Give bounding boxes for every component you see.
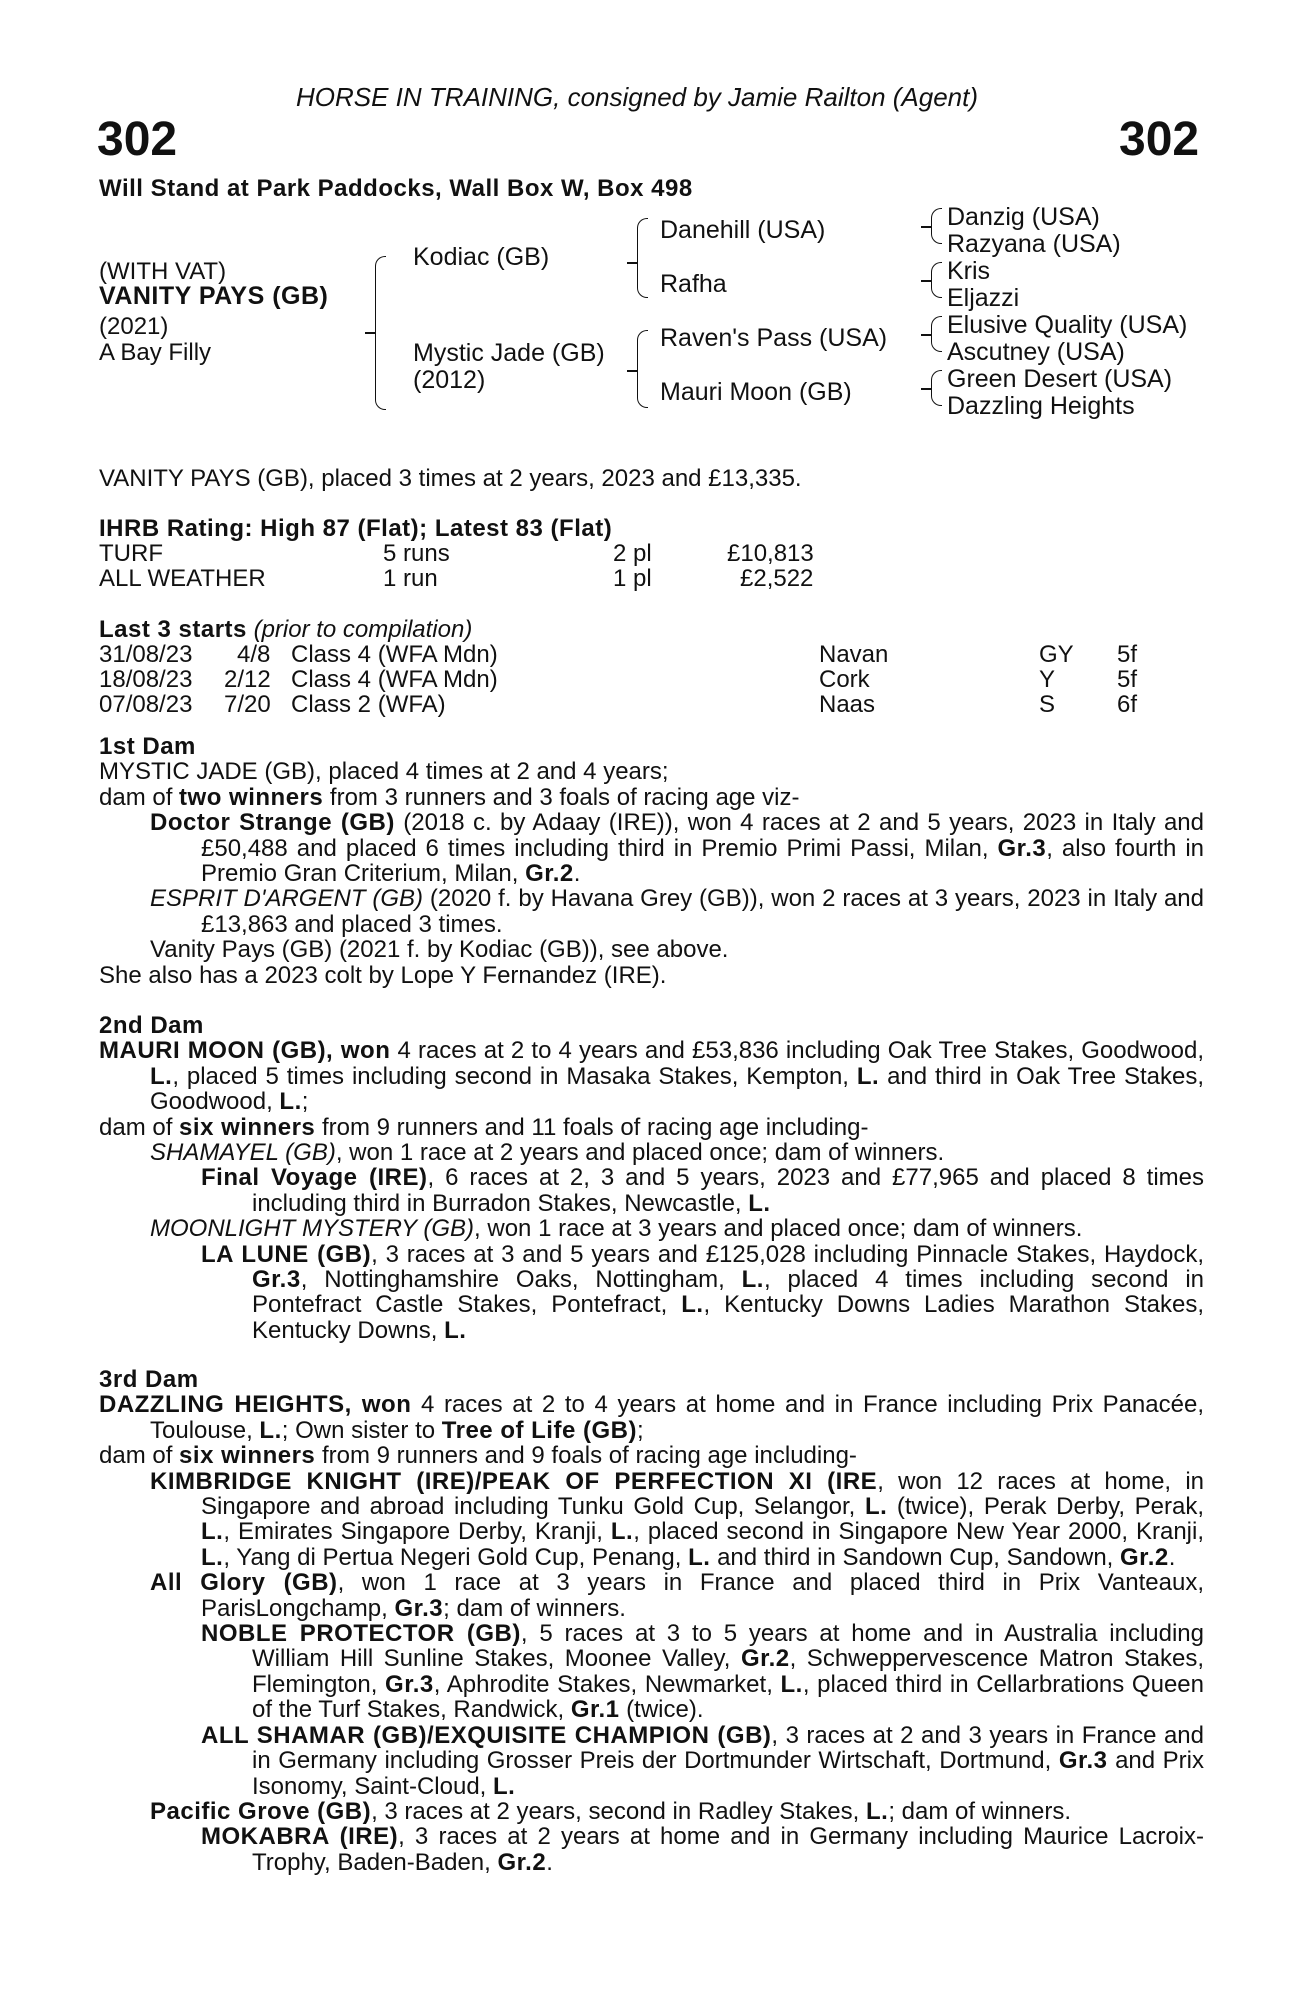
rating-placed: 2 pl bbox=[613, 540, 652, 567]
pedigree-g4-7: Green Desert (USA) bbox=[947, 365, 1173, 393]
start-going: Y bbox=[1039, 666, 1056, 693]
pedigree-sire-dam: Rafha bbox=[660, 270, 727, 298]
offspring-entry: ESPRIT D'ARGENT (GB) (2020 f. by Havana Grey (GB)), won 2 races at 3 years, 2023 in Italy and £13,863 and placed 3 times. bbox=[150, 885, 1204, 938]
lot-number-right: 302 bbox=[1119, 113, 1200, 166]
horse-vat: (WITH VAT) bbox=[99, 258, 227, 285]
offspring-entry: KIMBRIDGE KNIGHT (IRE)/PEAK OF PERFECTION XI (IRE, won 12 races at home, in Singapore and abroad including Tunku Gold Cup, Selangor, L. (twice), Perak Derby, Perak, L., Emirates Singapore Derby, Kranji, L., placed second in Singapore New Year 2000, Kranji, L., Yang di Pertua Negeri Gold Cup, Penang, L. and third in Sandown Cup, Sandown, Gr.2. bbox=[150, 1467, 1205, 1571]
start-dist: 6f bbox=[1117, 691, 1138, 718]
pedigree-dam-sire: Raven's Pass (USA) bbox=[660, 324, 888, 352]
lot-number-left: 302 bbox=[97, 113, 178, 166]
third-dam-name: DAZZLING HEIGHTS, won bbox=[99, 1391, 412, 1419]
starts-title bbox=[99, 617, 472, 642]
pedigree-g4-5: Elusive Quality (USA) bbox=[947, 311, 1188, 339]
pedigree-g4-8: Dazzling Heights bbox=[947, 392, 1135, 420]
starts-title-bold: Last 3 starts bbox=[99, 616, 247, 643]
horse-description: A Bay Filly bbox=[99, 339, 212, 366]
offspring-name: ESPRIT D'ARGENT (GB) bbox=[150, 885, 424, 913]
start-race: Class 4 (WFA Mdn) bbox=[291, 666, 498, 693]
start-date: 31/08/23 bbox=[99, 641, 193, 668]
rating-title: IHRB Rating: High 87 (Flat); Latest 83 (Flat) bbox=[99, 515, 613, 542]
start-course: Navan bbox=[819, 641, 889, 668]
first-dam-note: She also has a 2023 colt by Lope Y Fernandez (IRE). bbox=[99, 961, 667, 989]
start-date: 18/08/23 bbox=[99, 666, 193, 693]
summary-line: VANITY PAYS (GB), placed 3 times at 2 years, 2023 and £13,335. bbox=[99, 465, 802, 492]
start-date: 07/08/23 bbox=[99, 691, 193, 718]
offspring-name: Final Voyage (IRE) bbox=[201, 1164, 428, 1192]
second-dam-name: MAURI MOON (GB), won bbox=[99, 1037, 391, 1065]
pedigree-g4-3: Kris bbox=[947, 257, 991, 285]
offspring-name: KIMBRIDGE KNIGHT (IRE)/PEAK OF PERFECTION XI (IRE bbox=[150, 1467, 878, 1495]
horse-year: (2021) bbox=[99, 313, 169, 340]
starts-title-note: (prior to compilation) bbox=[253, 616, 473, 643]
second-dam-section bbox=[99, 1013, 1204, 1343]
offspring-entry: Vanity Pays (GB) (2021 f. by Kodiac (GB)), see above. bbox=[150, 936, 729, 964]
offspring-name: LA LUNE (GB) bbox=[201, 1240, 372, 1268]
offspring-entry: NOBLE PROTECTOR (GB), 5 races at 3 to 5 years at home and in Australia including William Hill Sunline Stakes, Moonee Valley, Gr.2, Schweppervescence Matron Stakes, Flemington, Gr.3, Aphrodite Stakes, Newmarket, L., placed third in Cellarbrations Queen of the Turf Stakes, Randwick, Gr.1 (twice). bbox=[201, 1620, 1205, 1724]
offspring-entry: ALL SHAMAR (GB)/EXQUISITE CHAMPION (GB), 3 races at 2 and 3 years in France and in Germany including Grosser Preis der Dortmunder Wirtschaft, Dortmund, Gr.3 and Prix Isonomy, Saint-Cloud, L. bbox=[201, 1721, 1204, 1800]
rating-earnings: £10,813 bbox=[727, 540, 814, 567]
start-race: Class 2 (WFA) bbox=[291, 691, 446, 718]
first-dam-heading: 1st Dam bbox=[99, 733, 196, 760]
second-dam-heading: 2nd Dam bbox=[99, 1012, 204, 1039]
start-pos: 7/20 bbox=[224, 691, 271, 718]
offspring-entry: Final Voyage (IRE), 6 races at 2, 3 and 5 years, 2023 and £77,965 and placed 8 times including third in Burradon Stakes, Newcastle, L. bbox=[201, 1164, 1204, 1217]
offspring-name: MOONLIGHT MYSTERY (GB) bbox=[150, 1215, 475, 1243]
start-race: Class 4 (WFA Mdn) bbox=[291, 641, 498, 668]
offspring-entry: SHAMAYEL (GB), won 1 race at 2 years and placed once; dam of winners. bbox=[150, 1139, 945, 1167]
pedigree-dam-year: (2012) bbox=[413, 366, 486, 394]
horse-name: VANITY PAYS (GB) bbox=[99, 282, 329, 310]
offspring-name: MOKABRA (IRE) bbox=[201, 1823, 399, 1851]
offspring-name: ALL SHAMAR (GB)/EXQUISITE CHAMPION (GB) bbox=[201, 1721, 772, 1749]
pedigree-sire-sire: Danehill (USA) bbox=[660, 216, 826, 244]
start-going: GY bbox=[1039, 641, 1074, 668]
offspring-entry: MOONLIGHT MYSTERY (GB), won 1 race at 3 years and placed once; dam of winners. bbox=[150, 1215, 1083, 1243]
first-dam-produce: dam of two winners from 3 runners and 3 foals of racing age viz- bbox=[99, 783, 800, 811]
rating-surface: ALL WEATHER bbox=[99, 565, 266, 592]
offspring-name: SHAMAYEL (GB) bbox=[150, 1139, 336, 1167]
rating-runs: 5 runs bbox=[383, 540, 450, 567]
pedigree-sire: Kodiac (GB) bbox=[413, 243, 550, 271]
first-dam-section bbox=[99, 734, 1204, 988]
offspring-name: Doctor Strange (GB) bbox=[150, 809, 395, 837]
offspring-entry: All Glory (GB), won 1 race at 3 years in France and placed third in Prix Vanteaux, ParisLongchamp, Gr.3; dam of winners. bbox=[150, 1569, 1205, 1622]
pedigree-g4-2: Razyana (USA) bbox=[947, 230, 1121, 258]
offspring-entry: LA LUNE (GB), 3 races at 3 and 5 years and £125,028 including Pinnacle Stakes, Haydock, Gr.3, Nottinghamshire Oaks, Nottingham, L., placed 4 times including second in Pontefract Castle Stakes, Pontefract, L., Kentucky Downs Ladies Marathon Stakes, Kentucky Downs, L. bbox=[201, 1240, 1205, 1344]
second-dam-record: MAURI MOON (GB), won 4 races at 2 to 4 years and £53,836 including Oak Tree Stakes, Goodwood, L., placed 5 times including second in Masaka Stakes, Kempton, L. and third in Oak Tree Stakes, Goodwood, L.; bbox=[99, 1037, 1204, 1116]
rating-placed: 1 pl bbox=[613, 565, 652, 592]
offspring-entry: Doctor Strange (GB) (2018 c. by Adaay (IRE)), won 4 races at 2 and 5 years, 2023 in Italy and £50,488 and placed 6 times including third in Premio Primi Passi, Milan, Gr.3, also fourth in Premio Gran Criterium, Milan, Gr.2. bbox=[150, 809, 1205, 888]
start-pos: 4/8 bbox=[237, 641, 271, 668]
offspring-entry: Pacific Grove (GB), 3 races at 2 years, second in Radley Stakes, L.; dam of winners. bbox=[150, 1797, 1072, 1825]
start-course: Cork bbox=[819, 666, 870, 693]
third-dam-heading: 3rd Dam bbox=[99, 1366, 199, 1393]
stand-location: Will Stand at Park Paddocks, Wall Box W, Box 498 bbox=[99, 175, 693, 202]
start-course: Naas bbox=[819, 691, 876, 718]
pedigree-dam: Mystic Jade (GB) bbox=[413, 339, 605, 367]
rating-earnings: £2,522 bbox=[740, 565, 814, 592]
pedigree-g4-1: Danzig (USA) bbox=[947, 203, 1100, 231]
start-dist: 5f bbox=[1117, 666, 1138, 693]
first-dam-line: MYSTIC JADE (GB), placed 4 times at 2 and 4 years; bbox=[99, 758, 669, 786]
third-dam-produce: dam of six winners from 9 runners and 9 foals of racing age including- bbox=[99, 1442, 857, 1470]
pedigree-g4-6: Ascutney (USA) bbox=[947, 338, 1125, 366]
rating-surface: TURF bbox=[99, 540, 163, 567]
rating-runs: 1 run bbox=[383, 565, 438, 592]
start-going: S bbox=[1039, 691, 1056, 718]
offspring-name: All Glory (GB) bbox=[150, 1569, 338, 1597]
start-pos: 2/12 bbox=[224, 666, 271, 693]
start-dist: 5f bbox=[1117, 641, 1138, 668]
third-dam-section bbox=[99, 1367, 1204, 1875]
offspring-name: NOBLE PROTECTOR (GB) bbox=[201, 1620, 521, 1648]
offspring-name: Pacific Grove (GB) bbox=[150, 1797, 372, 1825]
offspring-entry: MOKABRA (IRE), 3 races at 2 years at home and in Germany including Maurice Lacroix-Trophy, Baden-Baden, Gr.2. bbox=[201, 1823, 1204, 1876]
second-dam-produce: dam of six winners from 9 runners and 11 foals of racing age including- bbox=[99, 1113, 869, 1141]
third-dam-record: DAZZLING HEIGHTS, won 4 races at 2 to 4 years at home and in France including Prix Panacée, Toulouse, L.; Own sister to Tree of Life (GB); bbox=[99, 1391, 1204, 1444]
consignment-line: HORSE IN TRAINING, consigned by Jamie Railton (Agent) bbox=[296, 82, 979, 112]
pedigree-g4-4: Eljazzi bbox=[947, 284, 1020, 312]
pedigree-dam-dam: Mauri Moon (GB) bbox=[660, 378, 852, 406]
